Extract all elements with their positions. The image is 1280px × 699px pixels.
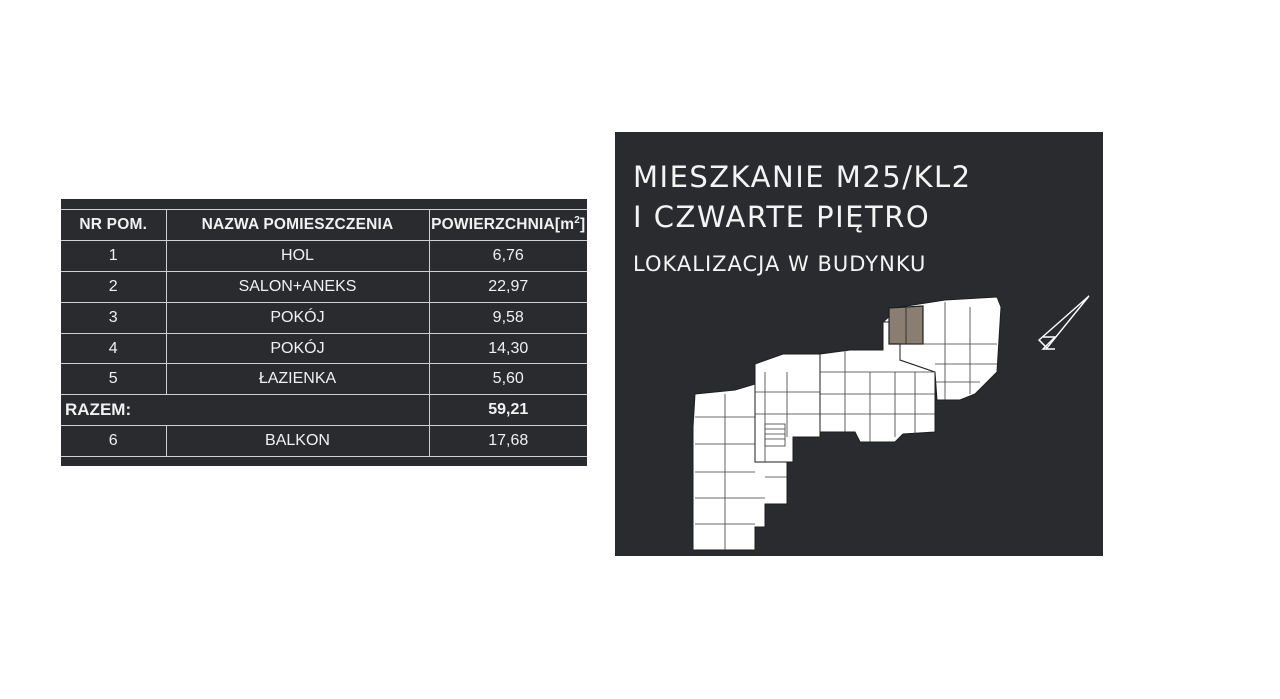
room-name: HOL (166, 240, 429, 271)
balcony-name: BALKON (166, 426, 429, 457)
balcony-number: 6 (61, 426, 166, 457)
table-row (61, 364, 587, 395)
header-area-label: POWIERZCHNIA[m (431, 216, 575, 234)
header-room-number: NR POM. (61, 210, 166, 241)
room-name: POKÓJ (166, 302, 429, 333)
building-floor-plan (615, 132, 1103, 556)
room-area: 22,97 (429, 271, 587, 302)
location-panel (615, 132, 1103, 556)
apartment-title: MIESZKANIE M25/KL2 (633, 160, 972, 194)
table-header-row (61, 210, 587, 241)
location-subtitle: LOKALIZACJA W BUDYNKU (633, 252, 927, 276)
header-area-exponent: 2 (574, 215, 581, 227)
table-row (61, 240, 587, 271)
room-name: POKÓJ (166, 333, 429, 364)
room-number: 5 (61, 364, 166, 395)
total-row (61, 395, 587, 426)
room-number: 2 (61, 271, 166, 302)
room-number: 3 (61, 302, 166, 333)
header-area (429, 210, 587, 241)
balcony-area: 17,68 (429, 426, 587, 457)
table-row (61, 271, 587, 302)
room-name: ŁAZIENKA (166, 364, 429, 395)
room-number: 4 (61, 333, 166, 364)
table-row (61, 302, 587, 333)
header-room-name: NAZWA POMIESZCZENIA (166, 210, 429, 241)
room-area: 5,60 (429, 364, 587, 395)
room-area: 6,76 (429, 240, 587, 271)
total-label: RAZEM: (61, 395, 429, 426)
header-area-close: ] (580, 216, 586, 234)
total-area: 59,21 (429, 395, 587, 426)
north-arrow-icon (1039, 296, 1089, 349)
staircase (765, 424, 785, 446)
balcony-row (61, 426, 587, 457)
room-number: 1 (61, 240, 166, 271)
room-area-table (61, 199, 587, 466)
room-name: SALON+ANEKS (166, 271, 429, 302)
table-row (61, 333, 587, 364)
room-grid (61, 209, 587, 457)
room-area: 9,58 (429, 302, 587, 333)
room-area: 14,30 (429, 333, 587, 364)
floor-title: I CZWARTE PIĘTRO (633, 200, 931, 234)
